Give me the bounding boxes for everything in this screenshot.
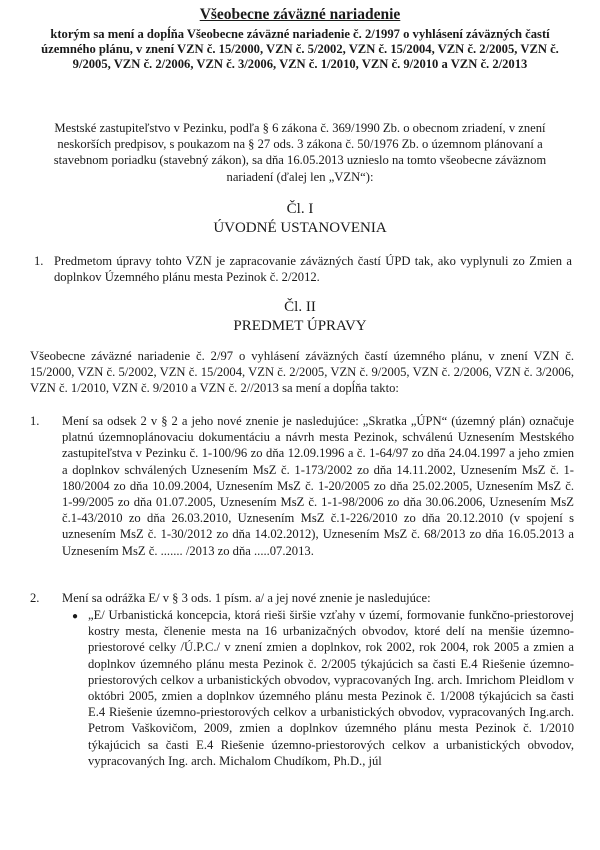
article-2-intro: Všeobecne záväzné nariadenie č. 2/97 o vyhlásení záväzných častí územného plánu, v znení VZN č. 15/2000, VZN č. 5/2002, VZN č. 15/2004, VZN č. 2/2005, VZN č. 9/2005, VZN č. 2/2006, VZN č. 3/2006, VZN č. 1/2010, VZN č. 9/2010 a VZN č. 2//2013 sa mení a dopĺňa takto: xyxy=(30,349,574,396)
item-2-text: Mení sa odrážka E/ v § 3 ods. 1 písm. a/ a jej nové znenie je nasledujúce: xyxy=(62,591,431,605)
item-1-text: Mení sa odsek 2 v § 2 a jeho nové znenie je nasledujúce: „Skratka „ÚPN“ (územný plán) označuje platnú územnoplánovaciu dokumentáciu a návrh mesta Pezinok, schválenú Uznesením Mestského zastupiteľstva v Pezinku č. 1-100/96 zo dňa 12.09.1996 a č. 1-64/97 zo dňa 24.04.1997 a jeho zmien a doplnkov schválených Uznesením MsZ č. 1-173/2002 zo dňa 14.11.2002, Uznesením MsZ č. 1-180/2004 zo dňa 10.09.2004, Uznesením MsZ č. 1-20/2005 zo dňa 25.02.2005, Uznesením MsZ č. 1-99/2005 zo dňa 01.07.2005, Uznesením MsZ č. 1-1-98/2006 zo dňa 30.06.2006, Uznesením MsZ č.1-43/2010 zo dňa 26.03.2010, Uznesením MsZ č.1-226/2010 zo dňa 20.12.2010 (v spojení s uznesením MsZ č. 1-30/2012 zo dňa 14.02.2012), Uznesením MsZ č. 68/2013 zo dňa 16.05.2013 a Uznesením MsZ č. ....... /2013 zo dňa .....07.2013. xyxy=(62,414,574,558)
article-1-item-number: 1. xyxy=(34,254,44,268)
article-2-title: PREDMET ÚPRAVY xyxy=(233,318,367,334)
item-2-number: 2. xyxy=(30,591,40,605)
item-1-number: 1. xyxy=(30,414,40,428)
article-2-number: Čl. II xyxy=(284,299,316,315)
preamble: Mestské zastupiteľstvo v Pezinku, podľa § 6 zákona č. 369/1990 Zb. o obecnom zriadení, v znení neskorších predpisov, s poukazom na § 27 ods. 3 zákona č. 50/1976 Zb. o územnom plánovaní a stavebnom poriadku (stavebný zákon), sa dňa 16.05.2013 uznieslo na tomto všeobecne záväznom nariadení (ďalej len „VZN“): xyxy=(53,121,547,184)
article-1-item-text: Predmetom úpravy tohto VZN je zapracovanie záväzných častí ÚPD tak, ako vyplynuli zo Zmien a doplnkov Územného plánu mesta Pezinok č. 2/2012. xyxy=(54,254,572,285)
bullet-text: „E/ Urbanistická koncepcia, ktorá rieši širšie vzťahy v území, formovanie funkčno-priestorovej kostry mesta, členenie mesta na 16 urbanizačných obvodov, ktoré delí na menšie územno-priestorové celky /Ú.P.C./ v znení zmien a doplnkov, rok 2002, rok 2004, rok 2005 a zmien a doplnkov územného plánu mesta Pezinok č. 2/2005 týkajúcich sa časti E.4 Riešenie územno-priestorových celkov a urbanistických obvodov, vypracovaných Ing. arch. Imrichom Pleidlom v októbri 2005, zmien a doplnkov územného plánu mesta Pezinok č. 1/2008 týkajúcich sa časti E.4 Riešenie územno-priestorových celkov a urbanistických obvodov, vypracovaných Ing.arch. Petrom Vaškovičom, 2009, zmien a doplnkov územného plánu mesta Pezinok č. 1/2010 týkajúcich sa časti E.4 Riešenie územno-priestorových celkov a urbanistických obvodov, vypracovaných Ing. arch. Michalom Chudíkom, Ph.D., júl xyxy=(88,608,574,768)
document-title: Všeobecne záväzné nariadenie xyxy=(199,6,401,23)
document-subtitle: ktorým sa mení a dopĺňa Všeobecne záväzné nariadenie č. 2/1997 o vyhlásení záväzných častí územného plánu, v znení VZN č. 15/2000, VZN č. 5/2002, VZN č. 15/2004, VZN č. 2/2005, VZN č. 9/2005, VZN č. 2/2006, VZN č. 3/2006, VZN č. 1/2010, VZN č. 9/2010 a VZN č. 2/2013 xyxy=(41,27,559,72)
bullet-icon: ● xyxy=(72,611,79,622)
article-1-number: Čl. I xyxy=(286,201,314,217)
article-1-title: ÚVODNÉ USTANOVENIA xyxy=(213,220,387,236)
